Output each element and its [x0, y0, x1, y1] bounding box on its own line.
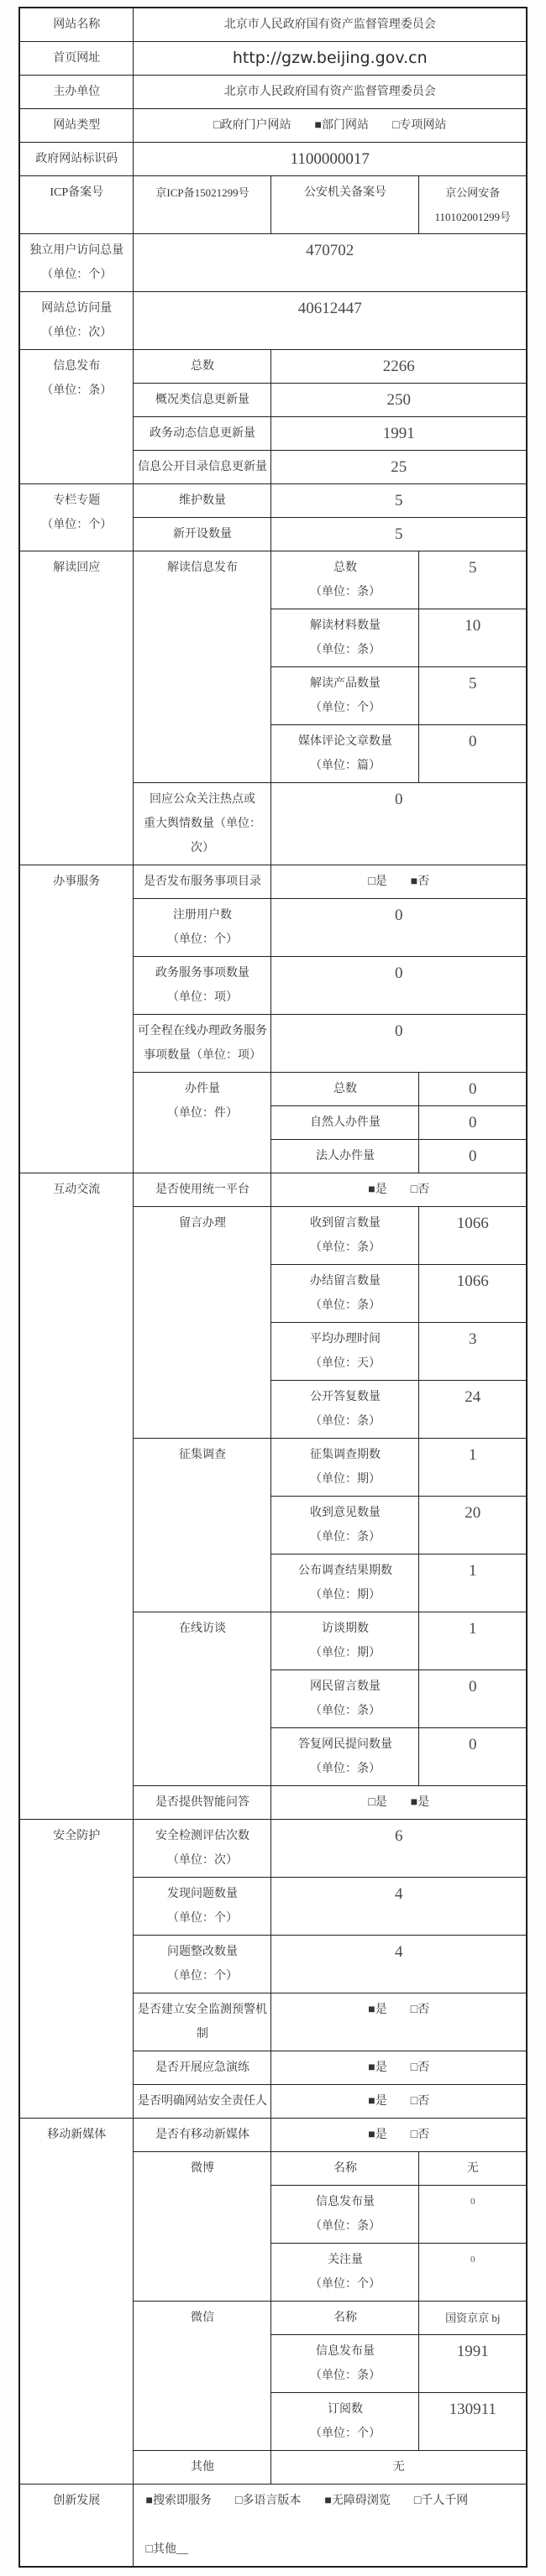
section-services-label: 办事服务 — [19, 865, 134, 1173]
online-service-items-label: 可全程在线办理政务服务 事项数量（单位：项） — [134, 1015, 271, 1073]
site-id-label: 政府网站标识码 — [19, 143, 134, 176]
table-row — [19, 109, 527, 143]
interpretation-products-value: 5 — [419, 667, 527, 725]
police-filing-label: 公安机关备案号 — [271, 176, 419, 234]
interpretation-materials-value: 10 — [419, 609, 527, 667]
info-total-label: 总数 — [134, 350, 271, 384]
received-messages-value: 1066 — [419, 1207, 527, 1265]
problems-fixed-label: 问题整改数量 （单位：个） — [134, 1936, 271, 1993]
hot-response-label: 回应公众关注热点或 重大舆情数量（单位： 次） — [134, 783, 271, 865]
overview-update-label: 概况类信息更新量 — [134, 384, 271, 417]
completed-messages-value: 1066 — [419, 1265, 527, 1323]
table-row — [19, 76, 527, 109]
disclosure-catalog-update-value: 25 — [271, 451, 527, 484]
problems-found-label: 发现问题数量 （单位：个） — [134, 1878, 271, 1936]
table-row — [19, 8, 527, 42]
table-row — [19, 2119, 527, 2152]
weibo-followers-value: 0 — [419, 2244, 527, 2302]
section-special-columns-label: 专栏专题 （单位：个） — [19, 484, 134, 551]
survey-periods-label: 征集调查期数 （单位：期） — [271, 1439, 419, 1497]
home-url-label: 首页网址 — [19, 42, 134, 76]
weibo-posts-value: 0 — [419, 2186, 527, 2244]
weibo-posts-label: 信息发布量 （单位：条） — [271, 2186, 419, 2244]
media-comments-value: 0 — [419, 725, 527, 783]
message-handling-label: 留言办理 — [134, 1207, 271, 1439]
opinions-received-value: 20 — [419, 1497, 527, 1554]
interpretation-total-value: 5 — [419, 551, 527, 609]
gov-news-update-value: 1991 — [271, 417, 527, 451]
interpretation-products-label: 解读产品数量 （单位：个） — [271, 667, 419, 725]
emergency-drill-answer: ■是 □否 — [271, 2051, 527, 2085]
gov-website-report-table — [18, 7, 528, 2568]
smart-qa-answer: □是 ■是 — [271, 1786, 527, 1820]
smart-qa-question: 是否提供智能问答 — [134, 1786, 271, 1820]
other-media-label: 其他 — [134, 2451, 271, 2485]
handled-cases-label: 办件量 （单位：件） — [134, 1073, 271, 1173]
interpretation-total-label: 总数 （单位：条） — [271, 551, 419, 609]
table-row — [19, 865, 527, 899]
registered-users-label: 注册用户数 （单位：个） — [134, 899, 271, 957]
interpretation-publish-label: 解读信息发布 — [134, 551, 271, 783]
wechat-name-label: 名称 — [271, 2302, 419, 2335]
interpretation-materials-label: 解读材料数量 （单位：条） — [271, 609, 419, 667]
has-mobile-media-answer: ■是 □否 — [271, 2119, 527, 2152]
hot-response-value: 0 — [271, 783, 527, 865]
maintained-columns-value: 5 — [271, 484, 527, 518]
innovation-options: ■搜索即服务 □多语言版本 ■无障碍浏览 □千人千网 □其他__ — [134, 2485, 527, 2568]
interviews-label: 在线访谈 — [134, 1612, 271, 1786]
maintained-columns-label: 维护数量 — [134, 484, 271, 518]
emergency-drill-question: 是否开展应急演练 — [134, 2051, 271, 2085]
table-row — [19, 143, 527, 176]
online-service-items-value: 0 — [271, 1015, 527, 1073]
security-officer-answer: ■是 □否 — [271, 2085, 527, 2119]
service-catalog-question: 是否发布服务事项目录 — [134, 865, 271, 899]
survey-results-label: 公布调查结果期数 （单位：期） — [271, 1554, 419, 1612]
table-row — [19, 1173, 527, 1207]
weibo-followers-label: 关注量 （单位：个） — [271, 2244, 419, 2302]
table-row — [19, 234, 527, 292]
table-row — [19, 292, 527, 350]
disclosure-catalog-update-label: 信息公开目录信息更新量 — [134, 451, 271, 484]
icp-filing-label: ICP备案号 — [19, 176, 134, 234]
avg-handling-time-value: 3 — [419, 1323, 527, 1381]
table-row — [19, 42, 527, 76]
sponsor-label: 主办单位 — [19, 76, 134, 109]
unique-visitors-label: 独立用户访问总量 （单位：个） — [19, 234, 134, 292]
section-security-label: 安全防护 — [19, 1820, 134, 2119]
total-visits-value: 40612447 — [134, 292, 527, 350]
table-row — [19, 551, 527, 609]
section-info-publish-label: 信息发布 （单位：条） — [19, 350, 134, 484]
site-name-value: 北京市人民政府国有资产监督管理委员会 — [134, 8, 527, 42]
wechat-name-value: 国资京京 bj — [419, 2302, 527, 2335]
cases-total-value: 0 — [419, 1073, 527, 1106]
wechat-posts-label: 信息发布量 （单位：条） — [271, 2335, 419, 2393]
site-id-value: 1100000017 — [134, 143, 527, 176]
site-name-label: 网站名称 — [19, 8, 134, 42]
site-type-options: □政府门户网站 ■部门网站 □专项网站 — [134, 109, 527, 143]
weibo-label: 微博 — [134, 2152, 271, 2302]
interview-periods-label: 访谈期数 （单位：期） — [271, 1612, 419, 1670]
site-type-label: 网站类型 — [19, 109, 134, 143]
opinions-received-label: 收到意见数量 （单位：条） — [271, 1497, 419, 1554]
public-replies-label: 公开答复数量 （单位：条） — [271, 1381, 419, 1439]
police-filing-number: 京公网安备 110102001299号 — [419, 176, 527, 234]
natural-person-cases-label: 自然人办件量 — [271, 1106, 419, 1140]
sponsor-value: 北京市人民政府国有资产监督管理委员会 — [134, 76, 527, 109]
overview-update-value: 250 — [271, 384, 527, 417]
weibo-name-label: 名称 — [271, 2152, 419, 2186]
wechat-posts-value: 1991 — [419, 2335, 527, 2393]
replies-to-questions-label: 答复网民提问数量 （单位：条） — [271, 1728, 419, 1786]
interview-periods-value: 1 — [419, 1612, 527, 1670]
table-row — [19, 350, 527, 384]
survey-periods-value: 1 — [419, 1439, 527, 1497]
natural-person-cases-value: 0 — [419, 1106, 527, 1140]
wechat-subscribers-value: 130911 — [419, 2393, 527, 2451]
security-checks-value: 6 — [271, 1820, 527, 1878]
service-items-label: 政务服务事项数量 （单位：项） — [134, 957, 271, 1015]
received-messages-label: 收到留言数量 （单位：条） — [271, 1207, 419, 1265]
info-total-value: 2266 — [271, 350, 527, 384]
problems-found-value: 4 — [271, 1878, 527, 1936]
section-mobile-media-label: 移动新媒体 — [19, 2119, 134, 2485]
table-row — [19, 484, 527, 518]
survey-results-value: 1 — [419, 1554, 527, 1612]
section-innovation-label: 创新发展 — [19, 2485, 134, 2568]
security-checks-label: 安全检测评估次数 （单位：次） — [134, 1820, 271, 1878]
section-interpretation-label: 解读回应 — [19, 551, 134, 865]
table-row — [19, 176, 527, 234]
legal-person-cases-label: 法人办件量 — [271, 1140, 419, 1173]
has-mobile-media-question: 是否有移动新媒体 — [134, 2119, 271, 2152]
other-media-value: 无 — [271, 2451, 527, 2485]
warning-mechanism-question: 是否建立安全监测预警机 制 — [134, 1993, 271, 2051]
table-row — [19, 1820, 527, 1878]
service-catalog-answer: □是 ■否 — [271, 865, 527, 899]
media-comments-label: 媒体评论文章数量 （单位：篇） — [271, 725, 419, 783]
replies-to-questions-value: 0 — [419, 1728, 527, 1786]
netizen-messages-label: 网民留言数量 （单位：条） — [271, 1670, 419, 1728]
registered-users-value: 0 — [271, 899, 527, 957]
new-columns-value: 5 — [271, 518, 527, 551]
cases-total-label: 总数 — [271, 1073, 419, 1106]
total-visits-label: 网站总访问量 （单位：次） — [19, 292, 134, 350]
avg-handling-time-label: 平均办理时间 （单位：天） — [271, 1323, 419, 1381]
problems-fixed-value: 4 — [271, 1936, 527, 1993]
section-interaction-label: 互动交流 — [19, 1173, 134, 1820]
unified-platform-answer: ■是 □否 — [271, 1173, 527, 1207]
icp-filing-number: 京ICP备15021299号 — [134, 176, 271, 234]
report-table-body — [19, 8, 527, 2567]
completed-messages-label: 办结留言数量 （单位：条） — [271, 1265, 419, 1323]
security-officer-question: 是否明确网站安全责任人 — [134, 2085, 271, 2119]
weibo-name-value: 无 — [419, 2152, 527, 2186]
wechat-subscribers-label: 订阅数 （单位：个） — [271, 2393, 419, 2451]
warning-mechanism-answer: ■是 □否 — [271, 1993, 527, 2051]
home-url-link[interactable]: http://gzw.beijing.gov.cn — [134, 42, 527, 76]
surveys-label: 征集调查 — [134, 1439, 271, 1612]
legal-person-cases-value: 0 — [419, 1140, 527, 1173]
public-replies-value: 24 — [419, 1381, 527, 1439]
unique-visitors-value: 470702 — [134, 234, 527, 292]
gov-news-update-label: 政务动态信息更新量 — [134, 417, 271, 451]
table-row — [19, 2485, 527, 2568]
netizen-messages-value: 0 — [419, 1670, 527, 1728]
wechat-label: 微信 — [134, 2302, 271, 2451]
new-columns-label: 新开设数量 — [134, 518, 271, 551]
service-items-value: 0 — [271, 957, 527, 1015]
unified-platform-question: 是否使用统一平台 — [134, 1173, 271, 1207]
